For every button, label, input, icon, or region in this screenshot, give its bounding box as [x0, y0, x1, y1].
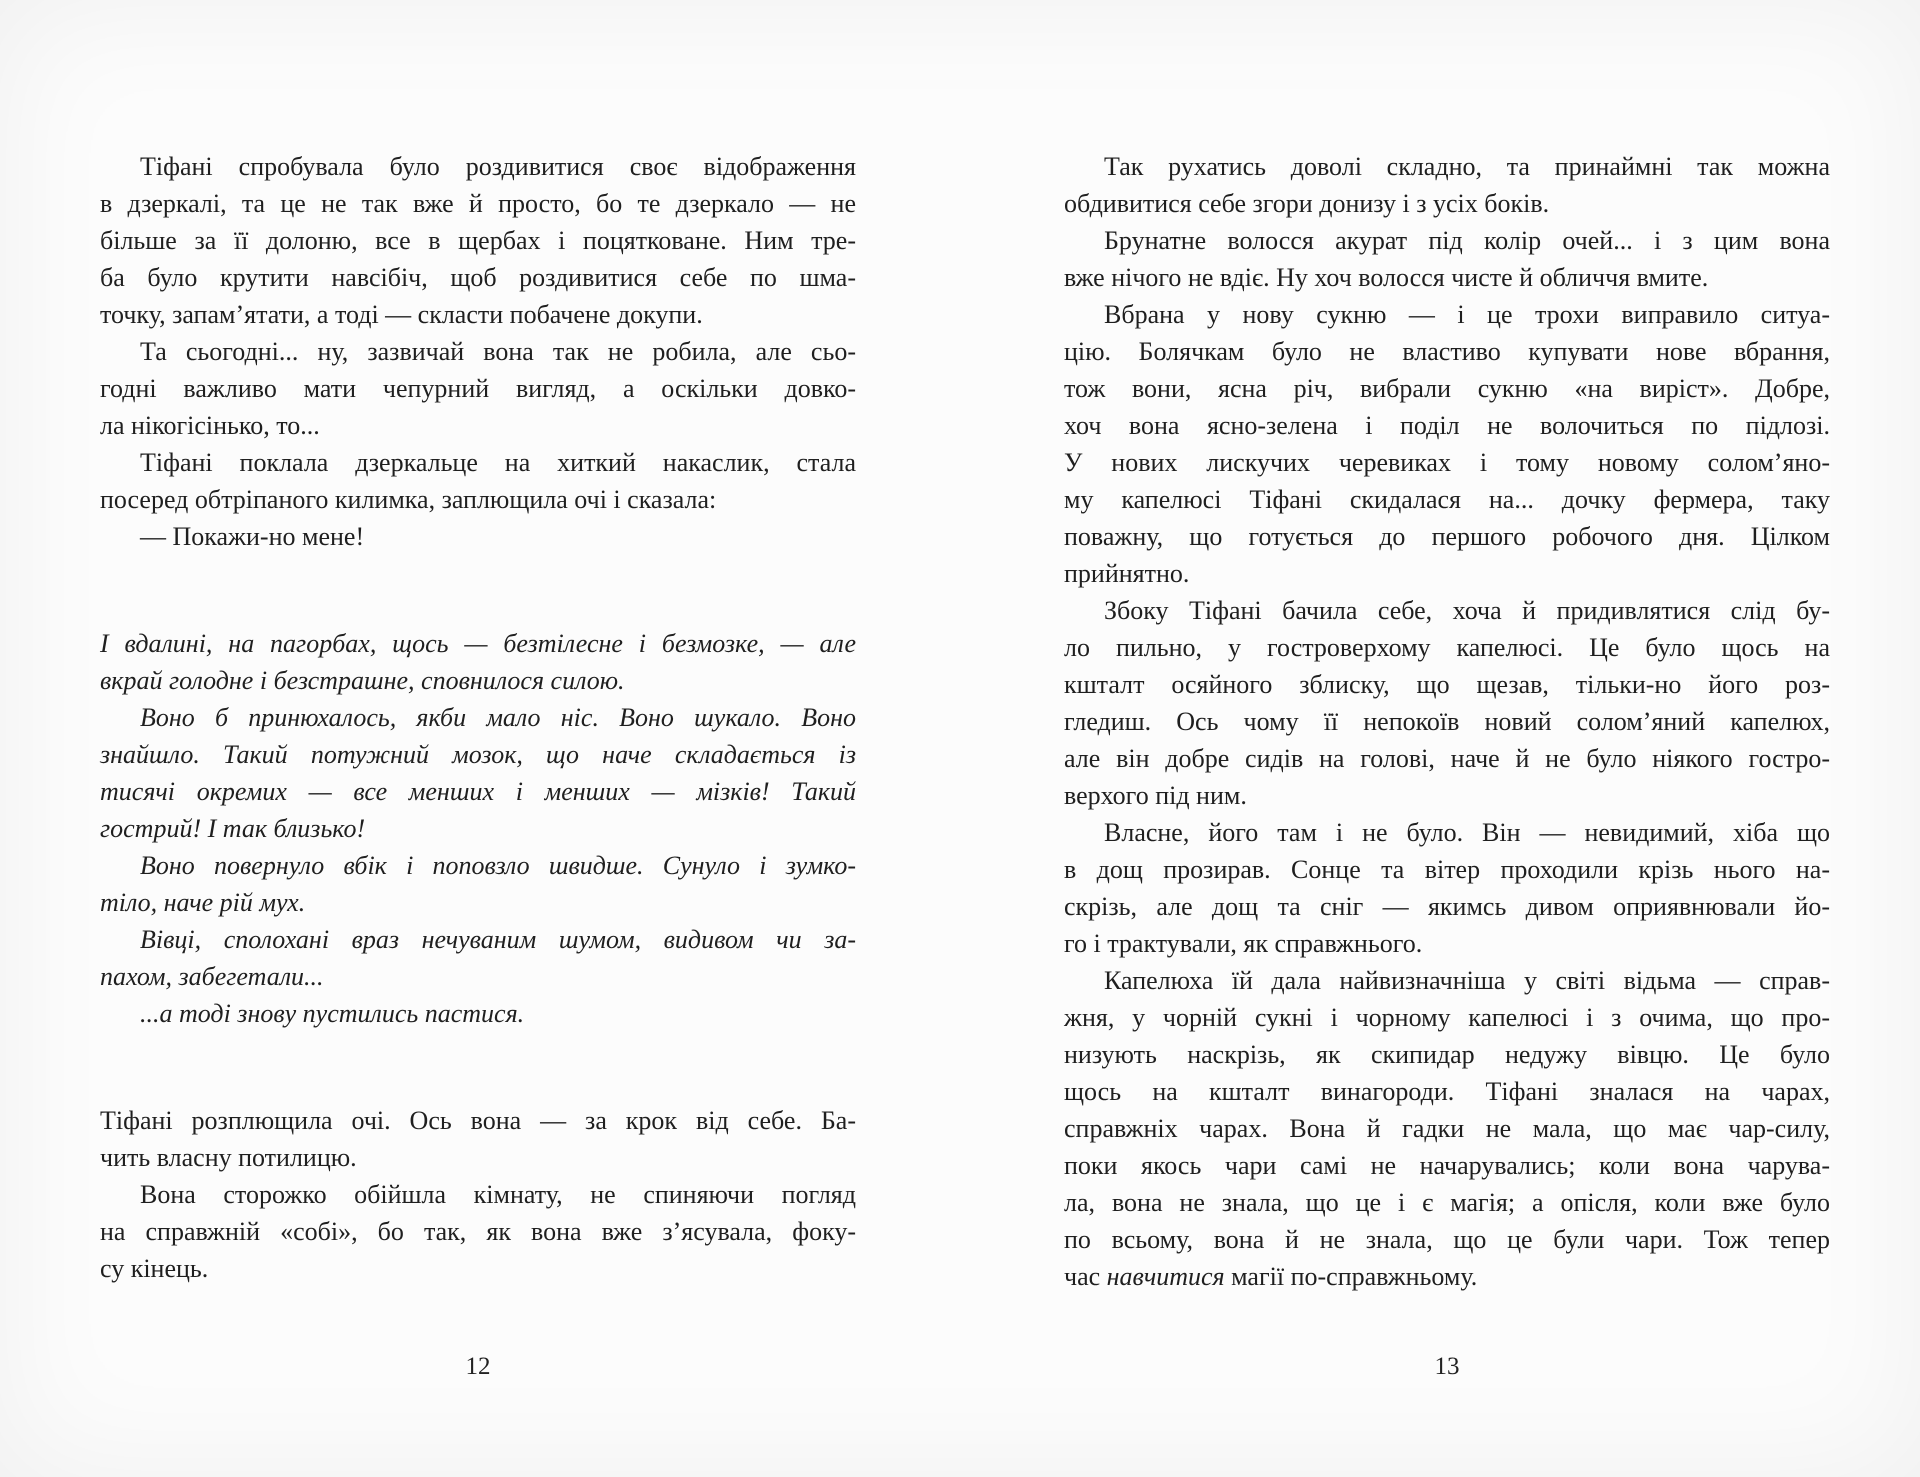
text-line: Брунатне волосся акурат під колір очей... і з цим вона	[1104, 226, 1830, 255]
text-line: ла нікогісінько, то...	[100, 411, 320, 440]
paragraph	[1064, 222, 1830, 296]
text-line: цію. Болячкам було не властиво купувати нове вбрання,	[1064, 337, 1830, 366]
text-line: Вона сторожко обійшла кімнату, не спиняючи погляд	[140, 1180, 856, 1209]
text-line: чить власну потилицю.	[100, 1143, 357, 1172]
text-line: — Покажи-но мене!	[140, 522, 365, 551]
text-line: знайшло. Такий потужний мозок, що наче складається із	[100, 740, 856, 769]
text-line: Тіфані розплющила очі. Ось вона — за крок від себе. Ба-	[100, 1106, 856, 1135]
paragraph	[100, 444, 856, 518]
text-line: жня, у чорній сукні і чорному капелюсі і з очима, що про-	[1064, 1003, 1830, 1032]
text-line: ла, вона не знала, що це і є магія; а опісля, коли вже було	[1064, 1188, 1830, 1217]
text-line: тисячі окремих — все менших і менших — мізків! Такий	[100, 777, 856, 806]
text-line: поки якось чари самі не начарувались; коли вона чарува-	[1064, 1151, 1830, 1180]
text-line: У нових лискучих черевиках і тому новому солом’яно-	[1064, 448, 1830, 477]
paragraph	[100, 148, 856, 333]
left-page	[100, 0, 856, 1477]
text-line: в дощ прозирав. Сонце та вітер проходили крізь нього на-	[1064, 855, 1830, 884]
text-line: Вбрана у нову сукню — і це трохи виправило ситуа-	[1104, 300, 1830, 329]
text-line: ба було крутити навсібіч, щоб роздивитися себе по шма-	[100, 263, 856, 292]
paragraph	[100, 699, 856, 847]
text-line: Вівці, сполохані враз нечуваним шумом, видивом чи за-	[140, 925, 856, 954]
paragraph	[100, 1176, 856, 1287]
text-line: посеред обтріпаного килимка, заплющила очі і сказала:	[100, 485, 717, 514]
text-line: пахом, забегетали...	[100, 962, 324, 991]
text-line: вже нічого не вдіє. Ну хоч волосся чисте й обличчя вмите.	[1064, 263, 1709, 292]
page-text	[1064, 0, 1830, 1295]
text-line: точку, запам’ятати, а тоді — скласти побачене докупи.	[100, 300, 703, 329]
text-line: Капелюха їй дала найвизначніша у світі відьма — справ-	[1104, 966, 1830, 995]
paragraph	[100, 847, 856, 921]
text-line: скрізь, але дощ та сніг — якимсь дивом оприявнювали йо-	[1064, 892, 1830, 921]
text-line: більше за її долоню, все в щербах і поцятковане. Ним тре-	[100, 226, 856, 255]
text-line: Тіфані поклала дзеркальце на хиткий накаслик, стала	[140, 448, 856, 477]
text-line: тож вони, ясна річ, вибрали сукню «на виріст». Добре,	[1064, 374, 1830, 403]
text-line: вкрай голодне і безстрашне, сповнилося силою.	[100, 666, 625, 695]
text-line: прийнятно.	[1064, 559, 1190, 588]
text-line: по всьому, вона й не знала, що це були чари. Тож тепер	[1064, 1225, 1830, 1254]
text-line: Так рухатись доволі складно, та принаймні так можна	[1104, 152, 1830, 181]
paragraph	[1064, 962, 1830, 1295]
text-line: низують наскрізь, як скипидар недужу вівцю. Це було	[1064, 1040, 1830, 1069]
text-line: верхого під ним.	[1064, 781, 1247, 810]
text-line: справжніх чарах. Вона й гадки не мала, що має чар-силу,	[1064, 1114, 1830, 1143]
paragraph	[1064, 296, 1830, 592]
page-number: 13	[1434, 1353, 1460, 1380]
text-line: му капелюсі Тіфані скидалася на... дочку фермера, таку	[1064, 485, 1830, 514]
right-page	[1064, 0, 1830, 1477]
text-line: гострий! І так близько!	[100, 814, 366, 843]
page-number: 12	[465, 1353, 491, 1380]
paragraph	[100, 518, 856, 555]
text-line: го і трактували, як справжнього.	[1064, 929, 1423, 958]
text-line: Збоку Тіфані бачила себе, хоча й придивлятися слід бу-	[1104, 596, 1830, 625]
text-line: тіло, наче рій мух.	[100, 888, 306, 917]
text-line: обдивитися себе згори донизу і з усіх боків.	[1064, 189, 1550, 218]
text-line: щось на кшталт винагороди. Тіфані зналася на чарах,	[1064, 1077, 1830, 1106]
text-line: І вдалині, на пагорбах, щось — безтілесне і безмозке, — але	[100, 629, 856, 658]
paragraph	[1064, 148, 1830, 222]
text-line: Власне, його там і не було. Він — невидимий, хіба що	[1104, 818, 1830, 847]
text-line: але він добре сидів на голові, наче й не було ніякого гостро-	[1064, 744, 1830, 773]
text-line: на справжній «собі», бо так, як вона вже з’ясувала, фоку-	[100, 1217, 856, 1246]
text-line: ...а тоді знову пустились пастися.	[140, 999, 525, 1028]
text-line: час навчитися магії по-справжньому.	[1064, 1262, 1478, 1291]
text-line: су кінець.	[100, 1254, 209, 1283]
paragraph	[100, 625, 856, 699]
text-line: ло пильно, у гостроверхому капелюсі. Це було щось на	[1064, 633, 1830, 662]
text-line: Та сьогодні... ну, зазвичай вона так не робила, але сьо-	[140, 337, 856, 366]
paragraph	[100, 1102, 856, 1176]
text-line: гледиш. Ось чому її непокоїв новий солом’яний капелюх,	[1064, 707, 1830, 736]
page-text	[100, 0, 856, 1287]
paragraph	[1064, 814, 1830, 962]
text-line: кшталт осяйного зблиску, що щезав, тільки-но його роз-	[1064, 670, 1830, 699]
text-line: поважну, що готується до першого робочого дня. Цілком	[1064, 522, 1830, 551]
text-line: в дзеркалі, та це не так вже й просто, бо те дзеркало — не	[100, 189, 856, 218]
paragraph	[100, 995, 856, 1032]
paragraph	[1064, 592, 1830, 814]
paragraph	[100, 921, 856, 995]
text-line: годні важливо мати чепурний вигляд, а оскільки довко-	[100, 374, 856, 403]
paragraph	[100, 333, 856, 444]
text-line: Тіфані спробувала було роздивитися своє відображення	[140, 152, 856, 181]
text-line: Воно б принюхалось, якби мало ніс. Воно шукало. Воно	[140, 703, 856, 732]
text-line: Воно повернуло вбік і поповзло швидше. Сунуло і зумко-	[140, 851, 856, 880]
text-line: хоч вона ясно-зелена і поділ не волочиться по підлозі.	[1064, 411, 1830, 440]
